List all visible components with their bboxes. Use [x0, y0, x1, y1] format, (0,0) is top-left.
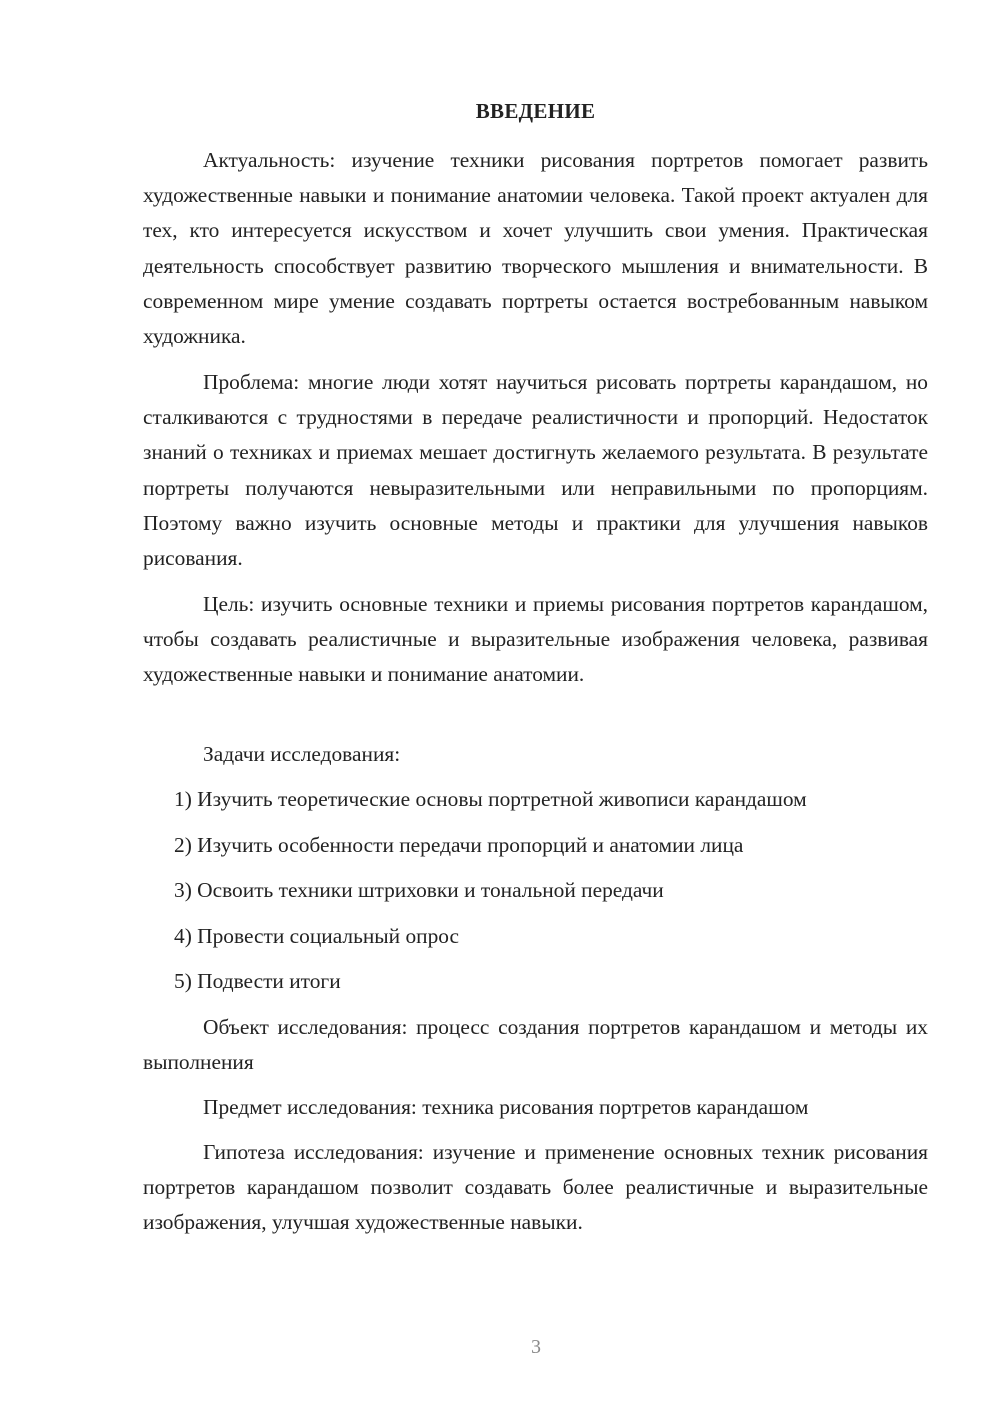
task-item: 3) Освоить техники штриховки и тональной передачи	[174, 878, 664, 902]
subject-block	[143, 1090, 928, 1125]
problem-block	[143, 365, 928, 576]
relevance-block	[143, 143, 928, 354]
subject-paragraph: Предмет исследования: техника рисования портретов карандашом	[203, 1095, 809, 1119]
section-heading: ВВЕДЕНИЕ	[475, 99, 596, 123]
hypothesis-paragraph: Гипотеза исследования: изучение и применение основных техник рисования портретов карандашом позволит создавать более реалистичные и выразительные изображения, улучшая художественные навыки.	[143, 1140, 928, 1235]
task-item: 1) Изучить теоретические основы портретной живописи карандашом	[174, 787, 807, 811]
problem-paragraph: Проблема: многие люди хотят научиться рисовать портреты карандашом, но сталкиваются с трудностями в передаче реалистичности и пропорций. Недостаток знаний о техниках и приемах мешает достигнуть желаемого результата. В результате портреты получаются невыразительными или неправильными по пропорциям. Поэтому важно изучить основные методы и практики для улучшения навыков рисования.	[143, 370, 928, 571]
goal-block	[143, 587, 928, 693]
hypothesis-block	[143, 1135, 928, 1241]
task-4-block	[143, 919, 928, 954]
task-5-block	[143, 964, 928, 999]
object-paragraph: Объект исследования: процесс создания портретов карандашом и методы их выполнения	[143, 1015, 928, 1075]
tasks-heading: Задачи исследования:	[203, 742, 401, 766]
relevance-paragraph: Актуальность: изучение техники рисования портретов помогает развить художественные навыки и понимание анатомии человека. Такой проект актуален для тех, кто интересуется искусством и хочет улучшить свои умения. Практическая деятельность способствует развитию творческого мышления и внимательности. В современном мире умение создавать портреты остается востребованным навыком художника.	[143, 148, 928, 349]
task-3-block	[143, 873, 928, 908]
goal-paragraph: Цель: изучить основные техники и приемы рисования портретов карандашом, чтобы создавать реалистичные и выразительные изображения человека, развивая художественные навыки и понимание анатомии.	[143, 592, 928, 687]
task-item: 4) Провести социальный опрос	[174, 924, 460, 948]
tasks-heading-block	[143, 737, 928, 772]
page-number: 3	[531, 1336, 541, 1358]
task-item: 5) Подвести итоги	[174, 969, 341, 993]
object-block	[143, 1010, 928, 1080]
task-2-block	[143, 828, 928, 863]
task-item: 2) Изучить особенности передачи пропорций и анатомии лица	[174, 833, 744, 857]
task-1-block	[143, 782, 928, 817]
